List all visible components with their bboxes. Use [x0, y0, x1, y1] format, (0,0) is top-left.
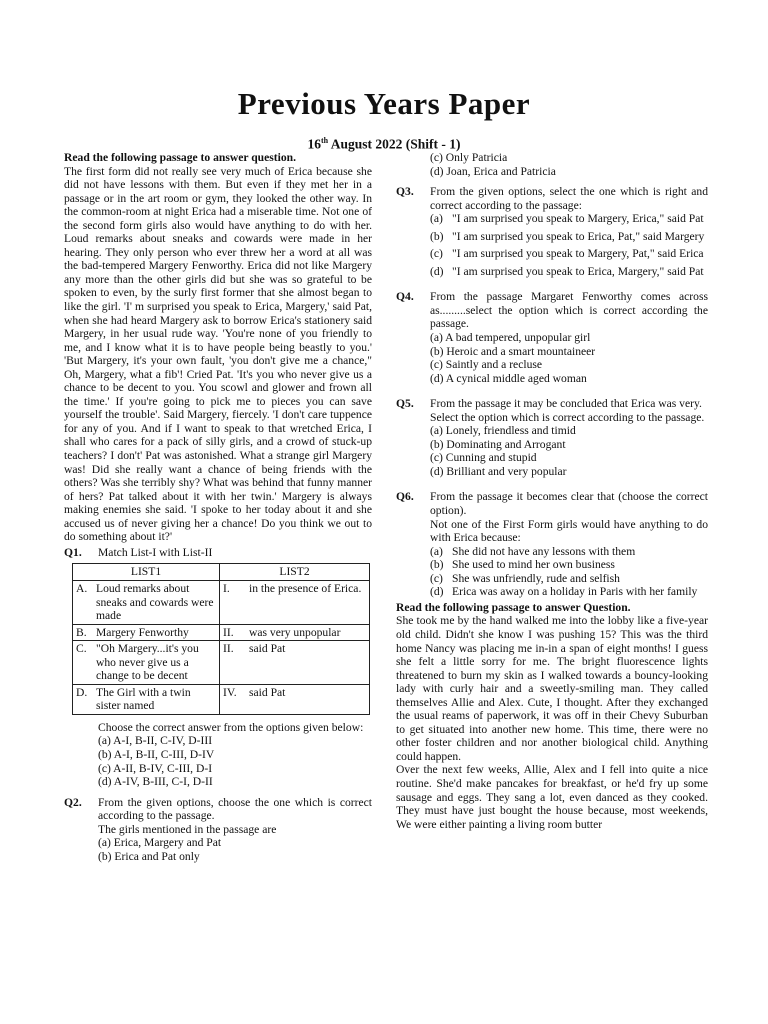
page-title: Previous Years Paper [237, 86, 531, 121]
q5-option-a: (a) Lonely, friendless and timid [430, 424, 576, 438]
q5-option-d: (d) Brilliant and very popular [430, 464, 567, 478]
row-label: C. [73, 641, 94, 685]
q3-option-c [430, 247, 708, 261]
q6-option-b [430, 558, 708, 572]
q1-instruction: Choose the correct answer from the options given below: [98, 720, 364, 734]
row-item: said Pat [246, 684, 370, 714]
table-row [73, 641, 370, 685]
q3-number: Q3. [396, 185, 414, 199]
option-letter: (c) [430, 571, 443, 585]
q2-option-c: (c) Only Patricia [430, 151, 508, 164]
q5-stem: From the passage it may be concluded that Erica was very. [430, 397, 702, 411]
q4 [396, 290, 708, 385]
row-item: said Pat [246, 641, 370, 685]
row-item: The Girl with a twin sister named [93, 684, 220, 714]
q3-stem: From the given options, select the one which is right and correct according to the passage: [430, 185, 708, 212]
q4-option-b: (b) Heroic and a smart mountaineer [430, 344, 596, 358]
row-label: A. [73, 580, 94, 624]
option-letter: (b) [430, 558, 444, 572]
q2-option-d: (d) Joan, Erica and Patricia [430, 164, 556, 178]
option-text: "I am surprised you speak to Margery, Erica," said Pat [452, 212, 704, 226]
passage2-heading: Read the following passage to answer Question. [396, 600, 631, 614]
row-item: "Oh Margery...it's you who never give us a change to be decent [93, 641, 220, 685]
option-letter: (c) [430, 247, 443, 261]
q1-option-c: (c) A-II, B-IV, C-III, D-I [98, 761, 213, 775]
q2-option-b: (b) Erica and Pat only [98, 849, 200, 863]
q2-stem2: The girls mentioned in the passage are [98, 822, 277, 836]
option-text: "I am surprised you speak to Margery, Pat," said Erica [452, 247, 704, 261]
option-letter: (b) [430, 229, 444, 243]
row-item: was very unpopular [246, 624, 370, 641]
q4-option-d: (d) A cynical middle aged woman [430, 371, 587, 385]
date-day: 16 [307, 136, 321, 152]
q5 [396, 397, 708, 478]
q6-option-d [430, 585, 708, 599]
q6-option-c [430, 572, 708, 586]
q6-stem: From the passage it becomes clear that (choose the correct option). [430, 490, 708, 518]
row-label: B. [73, 624, 94, 641]
q6-stem2: Not one of the First Form girls would have anything to do with Erica because: [430, 517, 708, 545]
q1-stem: Match List-I with List-II [98, 545, 213, 559]
q3-option-b [430, 230, 708, 244]
table-header-row [73, 564, 370, 581]
list1-header: LIST1 [73, 564, 220, 581]
q1-option-b: (b) A-I, B-II, C-III, D-IV [98, 747, 215, 761]
option-text: She was unfriendly, rude and selfish [452, 571, 620, 585]
q1-option-a: (a) A-I, B-II, C-IV, D-III [98, 734, 213, 748]
row-item: Loud remarks about sneaks and cowards were made [93, 580, 220, 624]
row-item: in the presence of Erica. [246, 580, 370, 624]
q1-number: Q1. [64, 545, 82, 559]
table-row [73, 684, 370, 714]
option-text: She used to mind her own business [452, 558, 615, 572]
option-letter: (d) [430, 264, 444, 278]
q3 [396, 185, 708, 278]
row-label: II. [220, 624, 247, 641]
q5-number: Q5. [396, 397, 414, 411]
option-letter: (a) [430, 544, 443, 558]
q6 [396, 490, 708, 598]
option-text: "I am surprised you speak to Erica, Margery," said Pat [452, 264, 704, 278]
option-text: "I am surprised you speak to Erica, Pat," said Margery [452, 229, 705, 243]
row-label: I. [220, 580, 247, 624]
table-row [73, 624, 370, 641]
option-letter: (a) [430, 212, 443, 226]
q5-option-b: (b) Dominating and Arrogant [430, 437, 566, 451]
row-item: Margery Fenworthy [93, 624, 220, 641]
q4-option-c: (c) Saintly and a recluse [430, 358, 543, 372]
passage1-heading: Read the following passage to answer question. [64, 151, 296, 164]
date-suffix: th [320, 136, 329, 145]
option-text: Erica was away on a holiday in Paris with her family [452, 585, 698, 599]
q3-option-a [430, 212, 708, 226]
passage1-text: The first form did not really see very much of Erica because she did not have lessons with them. But even if they met her in a passage or in the art room or gym, they looked the other way. In the common-room at night Erica had a miserable time. Not one of the second form girls also would have anything to do with her. Loud remarks about sneaks and cowards were made in her hearing. They only person who ever threw her a word at all was the bad-tempered Margery Fenworthy. Erica did not like Margery any more than the other girls did but she was so grateful to be spoken to even, by the surly first former that she almost began to like the girl. 'I' m surprised you speak to Erica, Margery,' said Pat, when she had heard Margery ask to borrow Erica's stationery said Margery, in her usual rude way. 'You're none of you friendly to me, and I know what it is to have people being beastly to you.' 'But Margery, it's your own fault, 'you don't give me a chance," Oh, Margery, what a fib'! Cried Pat. 'It's you who never give us a chance to be decent to you. You scowl and glower and frown all the time.' If you're going to pick me to pieces you can save yourself the trouble'. Said Margery, fiercely. 'I don't care tuppence for any of you. And if I want to speak to that wretched Erica, I shall who cares for a pack of silly girls, and a crowd of stuck-up teachers? I don't' Pat was astonished. What a strange girl Margery was! Did she really want a chance of being friends with the others? Was she terribly shy? What was behind that funny manner of hers? Pat talked about it with her twin.' Margery is always making enemies she said. 'I spoke to her today about it and she accused us of never giving her a chance! Do you think we out to do something about it?' [64, 164, 372, 544]
row-label: D. [73, 684, 94, 714]
q1 [64, 546, 372, 560]
q5-stem2: Select the option which is correct according to the passage. [430, 410, 705, 424]
q4-option-a: (a) A bad tempered, unpopular girl [430, 331, 591, 345]
date-rest: August 2022 (Shift - 1) [328, 136, 461, 152]
table-row [73, 580, 370, 624]
q1-match-table [72, 563, 370, 714]
q2-option-a: (a) Erica, Margery and Pat [98, 836, 222, 850]
q6-number: Q6. [396, 490, 414, 504]
q2 [64, 796, 372, 864]
passage2-para2: Over the next few weeks, Allie, Alex and I fell into quite a nice routine. She'd make pancakes for breakfast, or he'd fry up some sausage and eggs. They sang a lot, even danced as they cooked. They must have just bought the house because, most weekends, We were either painting a living room butter [396, 763, 708, 831]
option-text: She did not have any lessons with them [452, 544, 636, 558]
q3-option-d [430, 265, 708, 279]
left-column [64, 151, 372, 863]
q6-option-a [430, 545, 708, 559]
list2-header: LIST2 [220, 564, 370, 581]
q4-stem: From the passage Margaret Fenworthy comes across as.........select the option which is correct according the passage. [430, 290, 708, 331]
passage2-para1: She took me by the hand walked me into the lobby like a five-year old child. Didn't she know I was pushing 15? This was the third home Nancy was placing me in-in a span of eight months! I guess she felt a little sorry for me. The bright fluorescence lights threatened to burn my skin as I walked towards a bouncy-looking lady with curly hair and a sweetly-smiling man. They called themselves Allie and Alex. Cute, I thought. After they exchanged the usual reams of paperwork, it was off in their Chevy Suburban to get situated into another new home. This time, there were no other foster children and nor another biological child. Anything could happen. [396, 614, 708, 763]
option-letter: (d) [430, 585, 444, 599]
right-column [396, 151, 708, 831]
q4-number: Q4. [396, 290, 414, 304]
row-label: II. [220, 641, 247, 685]
q2-stem: From the given options, choose the one which is correct according to the passage. [98, 795, 372, 823]
row-label: IV. [220, 684, 247, 714]
q5-option-c: (c) Cunning and stupid [430, 451, 537, 465]
q2-number: Q2. [64, 795, 82, 809]
q1-option-d: (d) A-IV, B-III, C-I, D-II [98, 775, 213, 789]
